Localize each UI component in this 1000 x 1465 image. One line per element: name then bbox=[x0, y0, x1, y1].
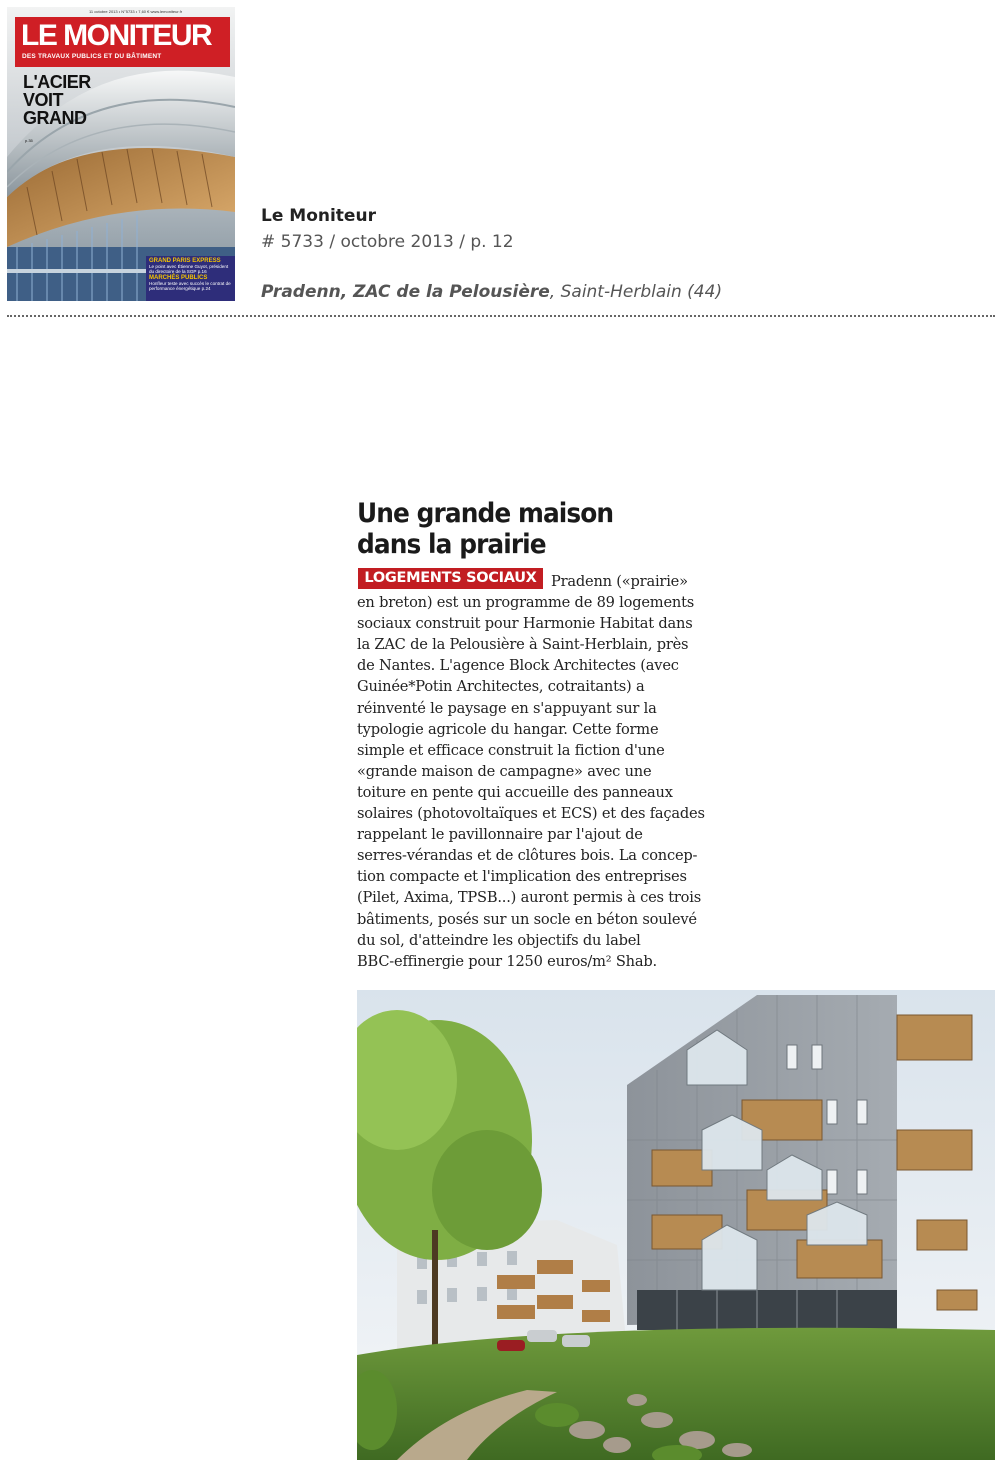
article-line: bâtiments, posés sur un socle en béton soulevé bbox=[357, 910, 697, 928]
dotted-divider bbox=[7, 315, 995, 317]
cover-teaser-kicker: MARCHÉS PUBLICS bbox=[149, 274, 208, 281]
article-line: serres-vérandas et de clôtures bois. La concep- bbox=[357, 847, 698, 865]
cover-headline-line: L'ACIER bbox=[23, 72, 91, 92]
article-line: solaires (photovoltaïques et ECS) et des façades bbox=[357, 805, 705, 823]
project-name: Pradenn, ZAC de la Pelousière bbox=[261, 282, 550, 302]
cover-teaser-page: p.16 bbox=[197, 269, 207, 275]
cover-teaser-kicker: GRAND PARIS EXPRESS bbox=[149, 258, 221, 264]
category-tag: LOGEMENTS SOCIAUX bbox=[358, 568, 543, 589]
building-photo bbox=[357, 990, 995, 1460]
publication-issue: # 5733 / octobre 2013 / p. 12 bbox=[261, 232, 514, 252]
article-title bbox=[357, 498, 688, 560]
article-title-line: Une grande maison bbox=[357, 498, 614, 529]
cover-brand: LE MONITEUR bbox=[21, 19, 212, 52]
cover-masthead bbox=[15, 17, 230, 67]
article-title-line: dans la prairie bbox=[357, 529, 546, 560]
cover-headline-line: VOIT bbox=[23, 90, 64, 110]
article-line: typologie agricole du hangar. Cette forme bbox=[357, 720, 659, 738]
article-line: Pradenn («prairie» bbox=[551, 573, 688, 590]
article-line: la ZAC de la Pelousière à Saint-Herblain, près bbox=[357, 636, 689, 654]
article-line: en breton) est un programme de 89 logements bbox=[357, 594, 695, 612]
project-reference bbox=[261, 282, 722, 302]
article-line: sociaux construit pour Harmonie Habitat dans bbox=[357, 615, 693, 633]
article-line: réinventé le paysage en s'appuyant sur la bbox=[357, 699, 657, 717]
article-line: toiture en pente qui accueille des panneaux bbox=[357, 783, 673, 801]
cover-headline-page: p.35 bbox=[25, 138, 33, 143]
cover-teaser-box bbox=[146, 256, 235, 301]
article-line: (Pilet, Axima, TPSB...) auront permis à ces trois bbox=[357, 889, 702, 907]
article-line: «grande maison de campagne» avec une bbox=[357, 762, 652, 780]
article-line: de Nantes. L'agence Block Architectes (avec bbox=[357, 657, 679, 675]
cover-teaser-text: Honfleur teste avec succès le contrat de performance énergétique bbox=[149, 280, 231, 292]
project-place: , Saint-Herblain (44) bbox=[549, 282, 723, 302]
article-line: simple et efficace construit la fiction d'une bbox=[357, 741, 665, 759]
cover-tagline: DES TRAVAUX PUBLICS ET DU BÂTIMENT bbox=[22, 53, 162, 60]
article-body bbox=[357, 571, 719, 972]
cover-teaser-page: p.24 bbox=[201, 286, 211, 292]
article-line: du sol, d'atteindre les objectifs du label bbox=[357, 931, 641, 949]
article-line: Guinée*Potin Architectes, cotraitants) a bbox=[357, 678, 645, 696]
cover-headline-line: GRAND bbox=[23, 108, 87, 128]
cover-date-line: 11 octobre 2013 • N°5733 • 7,60 € www.lemoniteur.fr bbox=[89, 9, 183, 14]
article-line: BBC-effinergie pour 1250 euros/m² Shab. bbox=[357, 952, 657, 970]
magazine-cover bbox=[7, 7, 235, 301]
article-line: tion compacte et l'implication des entreprises bbox=[357, 868, 687, 886]
cover-headline bbox=[23, 73, 91, 127]
publication-name: Le Moniteur bbox=[261, 206, 376, 226]
article-line: rappelant le pavillonnaire par l'ajout de bbox=[357, 826, 643, 844]
cover-teaser-text: Le point avec Étienne Guyot, président du directoire de la SGP bbox=[149, 264, 229, 275]
